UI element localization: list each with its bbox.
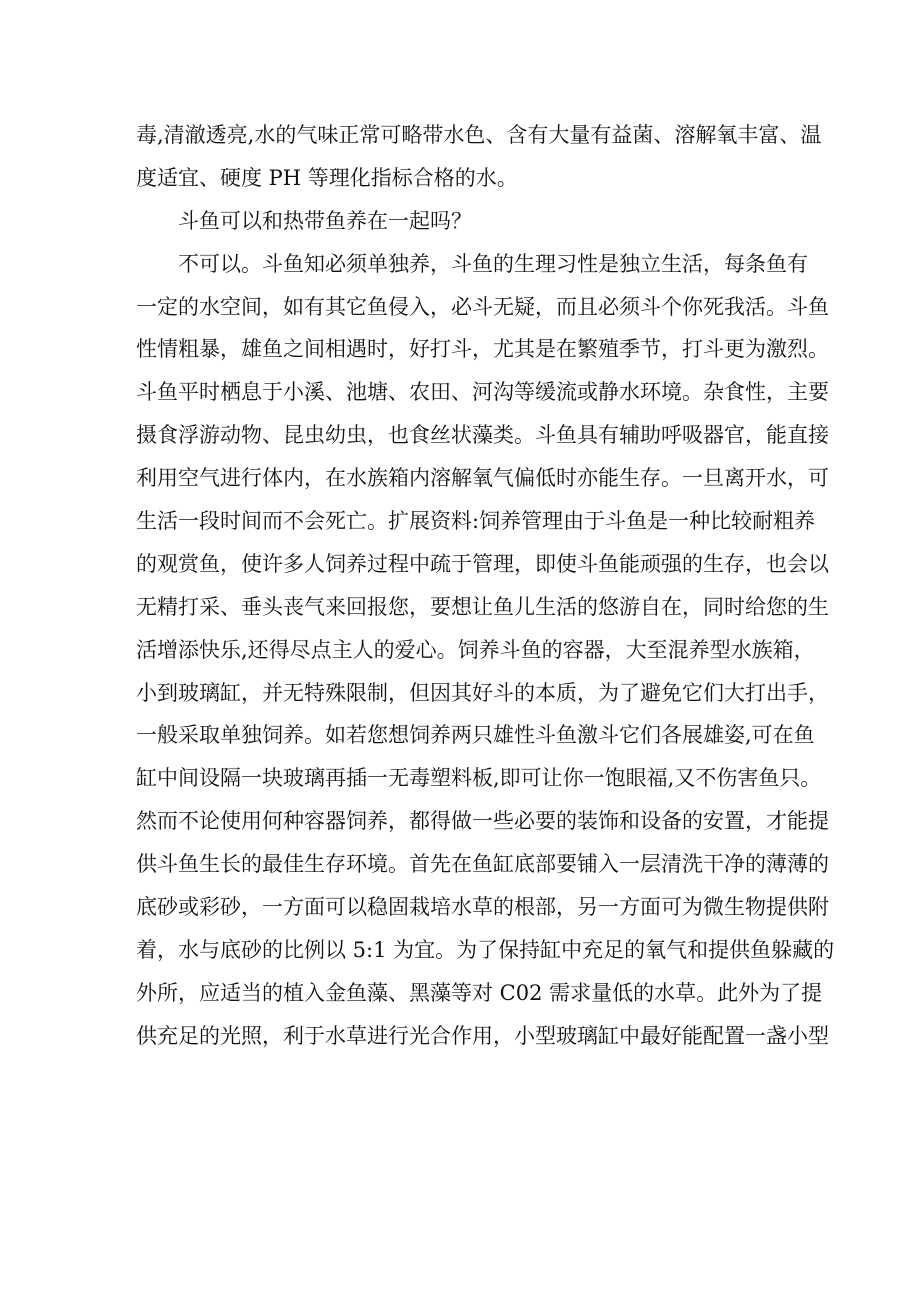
text-line: 度适宜、硬度 PH 等理化指标合格的水。 xyxy=(136,165,518,190)
text-line: 摄食浮游动物、昆虫幼虫，也食丝状藻类。斗鱼具有辅助呼吸器官，能直接 xyxy=(136,423,829,448)
text-line: 缸中间设隔一块玻璃再插一无毒塑料板,即可让你一饱眼福,又不伤害鱼只。 xyxy=(136,766,822,791)
text-line: 斗鱼平时栖息于小溪、池塘、农田、河沟等缓流或静水环境。杂食性，主要 xyxy=(136,380,829,405)
text-line: 无精打采、垂头丧气来回报您，要想让鱼儿生活的悠游自在，同时给您的生 xyxy=(136,594,829,619)
text-line: 不可以。斗鱼知必须单独养，斗鱼的生理习性是独立生活，每条鱼有 xyxy=(178,251,808,276)
text-line: 毒,清澈透亮,水的气味正常可略带水色、含有大量有益菌、溶解氧丰富、温 xyxy=(136,123,822,147)
text-line: 外所，应适当的植入金鱼藻、黑藻等对 C02 需求量低的水草。此外为了提 xyxy=(136,980,823,1005)
section-question: 斗鱼可以和热带鱼养在一起吗？ xyxy=(178,208,472,233)
text-line: 的观赏鱼，使许多人饲养过程中疏于管理，即使斗鱼能顽强的生存，也会以 xyxy=(136,551,829,576)
text-line: 活增添快乐,还得尽点主人的爱心。饲养斗鱼的容器，大至混养型水族箱， xyxy=(136,637,815,662)
text-line: 小到玻璃缸，并无特殊限制，但因其好斗的本质，为了避免它们大打出手， xyxy=(136,680,829,705)
text-line: 利用空气进行体内，在水族箱内溶解氧气偏低时亦能生存。一旦离开水，可 xyxy=(136,466,829,491)
text-line: 着，水与底砂的比例以 5:1 为宜。为了保持缸中充足的氧气和提供鱼躲藏的 xyxy=(136,937,835,962)
text-line: 一般采取单独饲养。如若您想饲养两只雄性斗鱼激斗它们各展雄姿,可在鱼 xyxy=(136,723,815,748)
text-line: 性情粗暴，雄鱼之间相遇时，好打斗，尤其是在繁殖季节，打斗更为激烈。 xyxy=(136,337,829,362)
text-line: 供斗鱼生长的最佳生存环境。首先在鱼缸底部要铺入一层清洗干净的薄薄的 xyxy=(136,852,829,877)
body-text xyxy=(136,114,835,1058)
text-line: 然而不论使用何种容器饲养，都得做一些必要的装饰和设备的安置，才能提 xyxy=(136,809,829,834)
text-line: 一定的水空间，如有其它鱼侵入，必斗无疑，而且必须斗个你死我活。斗鱼 xyxy=(136,294,829,319)
text-line: 底砂或彩砂，一方面可以稳固栽培水草的根部，另一方面可为微生物提供附 xyxy=(136,895,829,920)
text-line: 生活一段时间而不会死亡。扩展资料:饲养管理由于斗鱼是一种比较耐粗养 xyxy=(136,509,816,534)
text-line: 供充足的光照，利于水草进行光合作用，小型玻璃缸中最好能配置一盏小型 xyxy=(136,1023,829,1048)
